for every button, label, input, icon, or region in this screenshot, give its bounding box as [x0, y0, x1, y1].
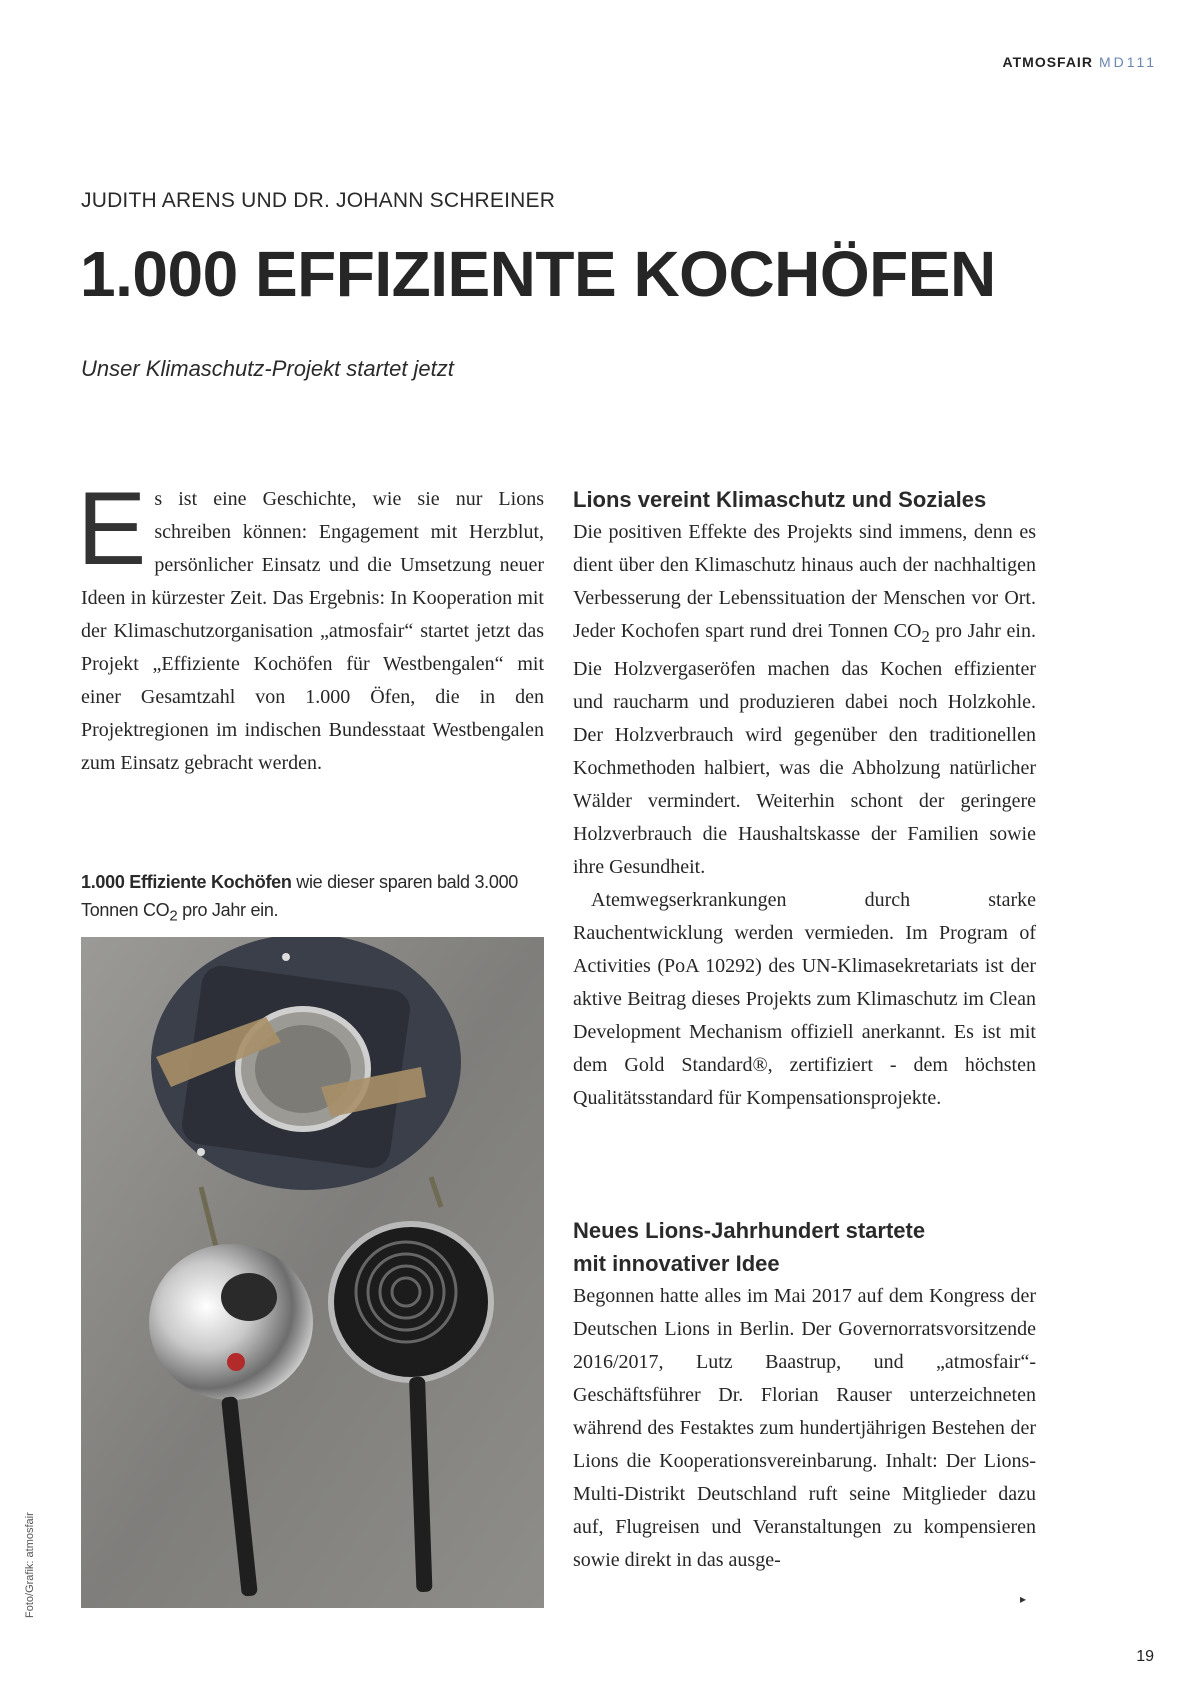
caption-text-end: pro Jahr ein. [177, 900, 279, 920]
photo-caption [81, 868, 544, 931]
section1-paragraph2: Atemwegserkrankungen durch starke Rauchentwicklung werden vermieden. Im Program of Activities (PoA 10292) des UN-Klimasekretariats ist der aktive Beitrag dieses Projekts zum Klimaschutz im Clean Development Mechanism offiziell anerkannt. Es ist mit dem Gold Standard®, zertifiziert - dem höchsten Qualitätsstandard für Kompensationsprojekte. [573, 889, 1036, 1109]
paragraph-text: pro Jahr ein. Die Holzvergaseröfen machen das Kochen effizienter und raucharm und produzieren dabei noch Holzkohle. Der Holzverbrauch wird gegenüber den traditionellen Kochmethoden halbiert, was die Abholzung natürlicher Wälder vermindert. Weiterhin schont der geringere Holzverbrauch die Haushaltskasse der Familien sowie ihre Gesundheit. [573, 620, 1036, 878]
article-subtitle: Unser Klimaschutz-Projekt startet jetzt [81, 356, 454, 381]
bolt [197, 1148, 205, 1156]
drop-cap: E [77, 471, 147, 587]
intro-paragraph [77, 471, 544, 780]
left-column [77, 471, 544, 780]
chrome-pot [149, 1244, 313, 1400]
authors: JUDITH ARENS UND DR. JOHANN SCHREINER [81, 189, 556, 212]
pot-opening [221, 1273, 277, 1321]
caption-subscript: 2 [169, 907, 178, 925]
pot-label [227, 1353, 245, 1371]
section2-paragraph1: Begonnen hatte alles im Mai 2017 auf dem Kongress der Deutschen Lions in Berlin. Der Governorratsvorsitzende 2016/2017, Lutz Baastrup, und „atmosfair“-Geschäftsführer Dr. Florian Rauser unterzeichneten während des Festaktes zum hundertjährigen Bestehen der Lions die Kooperationsvereinbarung. Inhalt: Der Lions-Multi-Distrikt Deutschland ruft seine Mitglieder dazu auf, Flugreisen und Veranstaltungen zu kompensieren sowie direkt in das ausge- [573, 1285, 1036, 1571]
continue-arrow-icon: ▸ [1020, 1592, 1027, 1606]
section-heading: Lions vereint Klimaschutz und Soziales [573, 487, 987, 512]
section2 [573, 1214, 1036, 1577]
co2-subscript: 2 [921, 627, 930, 646]
caption-text: wie dieser sparen bald 3.000 Tonnen CO [81, 872, 519, 920]
stove-illustration [81, 937, 544, 1608]
heading-line: Neues Lions-Jahrhundert startete [573, 1218, 926, 1243]
charcoal-chamber [331, 1224, 491, 1380]
header-issue-code: MD111 [1098, 54, 1157, 70]
stove-photo [81, 937, 544, 1608]
bolt [282, 953, 290, 961]
paragraph-text: Die positiven Effekte des Projekts sind immens, denn es dient über den Klimaschutz hinaus auch der nachhaltigen Verbesserung der Lebenssituation der Menschen vor Ort. Jeder Kochofen spart rund drei Tonnen CO [573, 521, 1036, 642]
caption-bold: 1.000 Effiziente Kochöfen [81, 872, 292, 892]
right-column [573, 483, 1036, 1115]
page-number: 19 [1136, 1648, 1154, 1665]
intro-text: s ist eine Geschichte, wie sie nur Lions schreiben können: Engagement mit Herzblut, persönlicher Einsatz und die Umsetzung neuer Ideen in kürzester Zeit. Das Ergebnis: In Kooperation mit der Klimaschutzorganisation „atmosfair“ startet jetzt das Projekt „Effiziente Kochöfen für Westbengalen“ mit einer Gesamtzahl von 1.000 Öfen, die in den Projektregionen im indischen Bundesstaat Westbengalen zum Einsatz gebracht werden. [81, 488, 544, 774]
header-brand: ATMOSFAIR [1002, 54, 1093, 70]
heading-line: mit innovativer Idee [573, 1251, 780, 1276]
section2-heading [573, 1214, 1036, 1280]
article-title: 1.000 EFFIZIENTE KOCHÖFEN [80, 238, 996, 310]
running-header [1003, 54, 1157, 70]
photo-credit: Foto/Grafik: atmosfair [24, 1512, 36, 1618]
section1-paragraph1 [573, 516, 1036, 884]
